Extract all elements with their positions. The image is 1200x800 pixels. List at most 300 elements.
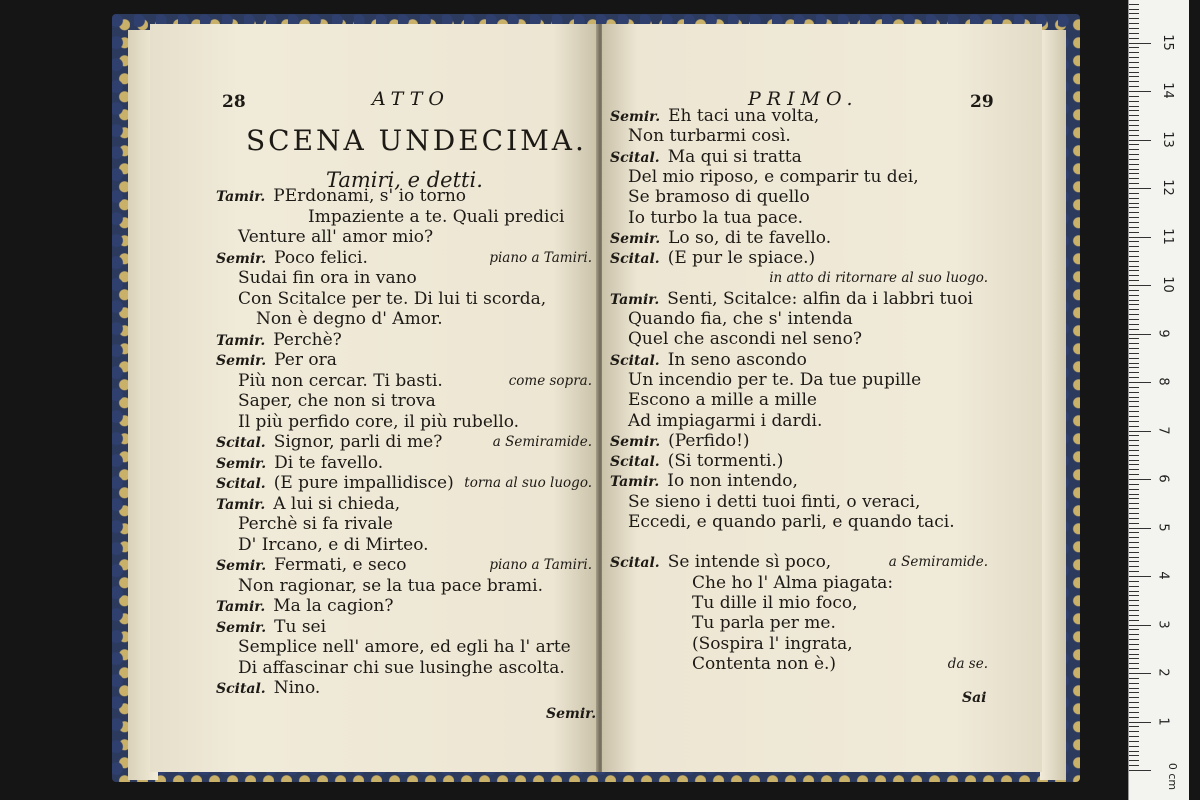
ruler-tick [1129, 130, 1139, 131]
speaker-label: Tamir. [216, 332, 266, 349]
stage-direction: da se. [947, 655, 988, 672]
ruler-tick [1129, 275, 1139, 276]
verse-text: Ma qui si tratta [667, 146, 802, 167]
verse-line [628, 411, 822, 431]
ruler-tick [1129, 9, 1139, 10]
ruler-number: 14 [1159, 82, 1175, 99]
verse-line [238, 227, 433, 247]
ruler-tick [1129, 736, 1139, 737]
verse-text: (E pur le spiace.) [667, 248, 816, 269]
verse-text: Ma la cagion? [273, 596, 394, 616]
ruler-tick [1129, 654, 1139, 655]
ruler-tick [1129, 164, 1139, 165]
ruler-number: 7 [1155, 425, 1171, 435]
ruler-tick [1129, 571, 1139, 572]
ruler-tick [1129, 222, 1139, 223]
ruler-tick [1129, 445, 1139, 446]
verse-line [628, 390, 817, 410]
ruler-tick [1129, 416, 1139, 417]
ruler-tick [1129, 591, 1139, 592]
speaker-label: Semir. [610, 433, 661, 450]
verse-text: Sudai fin ora in vano [238, 268, 417, 288]
ruler-unit-label: 0 cm [1166, 762, 1180, 791]
ruler-tick [1129, 726, 1139, 727]
speaker-label: Scital. [216, 681, 266, 697]
verse-line [216, 453, 383, 473]
ruler-tick [1129, 581, 1139, 582]
speaker-label: Semir. [216, 619, 267, 636]
ruler-tick [1129, 106, 1139, 107]
ruler-tick [1129, 464, 1139, 465]
ruler-tick [1129, 508, 1139, 509]
verse-text: Signor, parli di me? [273, 432, 443, 452]
ruler-tick [1129, 43, 1151, 44]
ruler-tick [1129, 324, 1139, 325]
stage-direction: torna al suo luogo. [464, 475, 592, 491]
speaker-label: Tamir. [610, 291, 660, 308]
verse-line [628, 329, 862, 349]
ruler-tick [1129, 188, 1151, 189]
ruler-tick [1129, 300, 1139, 301]
verse-text: (Sospira l' ingrata, [692, 633, 853, 654]
speaker-label: Scital. [610, 251, 660, 268]
verse-line [610, 431, 750, 451]
scene-title: SCENA UNDECIMA. [246, 124, 587, 157]
stage-direction: a Semiramide. [492, 434, 592, 450]
ruler-tick [1129, 304, 1139, 305]
ruler-number: 10 [1159, 276, 1175, 293]
speaker-label: Semir. [216, 455, 267, 472]
ruler-tick [1129, 610, 1139, 611]
ruler-tick [1129, 135, 1139, 136]
verse-line [610, 147, 802, 167]
verse-text: Tu dille il mio foco, [692, 592, 858, 613]
ruler-tick [1129, 450, 1139, 451]
ruler-tick [1129, 615, 1139, 616]
verse-line [628, 309, 853, 329]
ruler-number: 4 [1155, 571, 1171, 580]
ruler-tick [1129, 358, 1139, 359]
ruler-tick [1129, 246, 1139, 247]
ruler-tick [1129, 557, 1139, 558]
verse-text: A lui si chieda, [273, 493, 401, 514]
ruler-tick [1129, 532, 1139, 533]
stage-direction: piano a Tamiri. [489, 557, 592, 573]
verse-text: Nino. [273, 678, 321, 698]
ruler-tick [1129, 86, 1139, 87]
verse-text: Perchè? [273, 329, 342, 350]
verse-line [610, 471, 798, 491]
ruler-tick [1129, 746, 1139, 747]
verse-text: Senti, Scitalce: alfin da i labbri tuoi [667, 288, 973, 309]
verse-line [610, 451, 783, 471]
ruler-tick [1129, 528, 1151, 529]
ruler-tick [1129, 751, 1139, 752]
verse-line [238, 514, 393, 534]
ruler-tick [1129, 338, 1139, 339]
verse-text: Se sieno i detti tuoi finti, o veraci, [628, 491, 921, 512]
ruler-tick [1129, 193, 1139, 194]
verse-text: Io non intendo, [667, 471, 798, 492]
ruler-tick [1129, 455, 1139, 456]
verse-text: Un incendio per te. Da tue pupille [628, 369, 922, 390]
ruler-tick [1129, 23, 1139, 24]
ruler-tick [1129, 372, 1139, 373]
verse-line [216, 473, 454, 493]
verse-line [692, 613, 836, 633]
ruler-tick [1129, 435, 1139, 436]
verse-text: (Perfido!) [668, 430, 750, 451]
left-page [150, 24, 598, 772]
ruler-tick [1129, 688, 1139, 689]
right-page-edges [1040, 30, 1066, 780]
verse-text: In seno ascondo [667, 349, 807, 370]
verse-text: Escono a mille a mille [628, 390, 817, 411]
speaker-label: Scital. [610, 555, 660, 572]
ruler-tick [1129, 566, 1139, 567]
verse-line [610, 228, 831, 248]
ruler-tick [1129, 144, 1139, 145]
ruler-tick [1129, 266, 1139, 267]
ruler-tick [1129, 217, 1139, 218]
ruler-tick [1129, 110, 1139, 111]
ruler-tick [1129, 154, 1139, 155]
ruler-tick [1129, 72, 1139, 73]
ruler-number: 13 [1159, 130, 1175, 148]
ruler-number: 15 [1159, 33, 1175, 51]
verse-text: D' Ircano, e di Mirteo. [238, 534, 429, 555]
verse-line [216, 186, 466, 206]
verse-text: PErdonami, s' io torno [273, 186, 467, 206]
verse-line [216, 617, 326, 637]
verse-line [238, 412, 519, 432]
verse-text: Se bramoso di quello [628, 187, 810, 208]
stage-direction: a Semiramide. [888, 554, 988, 571]
ruler-number: 1 [1155, 716, 1171, 726]
ruler-tick [1129, 712, 1139, 713]
speaker-label: Semir. [216, 353, 267, 369]
right-page [602, 24, 1042, 772]
ruler-tick [1129, 600, 1139, 601]
verse-text: Che ho l' Alma piagata: [692, 572, 894, 593]
ruler-tick [1129, 431, 1151, 432]
ruler-tick [1129, 353, 1139, 354]
verse-line [216, 350, 337, 370]
ruler-tick [1129, 760, 1139, 761]
verse-line [610, 248, 815, 268]
verse-text: Ad impiagarmi i dardi. [628, 410, 823, 431]
verse-line [610, 106, 819, 126]
ruler-tick [1129, 722, 1151, 723]
verse-line [628, 512, 955, 532]
speaker-label: Tamir. [216, 599, 266, 615]
verse-line [238, 391, 436, 411]
verse-text: Impaziente a te. Quali predici [308, 206, 565, 227]
ruler-tick [1129, 329, 1139, 330]
verse-text: Il più perfido core, il più rubello. [238, 411, 520, 432]
ruler-tick [1129, 547, 1139, 548]
verse-line [610, 552, 831, 572]
ruler-tick [1129, 169, 1139, 170]
verse-text: Tu sei [274, 616, 327, 637]
ruler-tick [1129, 227, 1139, 228]
verse-line [238, 637, 571, 657]
speaker-label: Scital. [216, 435, 266, 451]
ruler-tick [1129, 149, 1139, 150]
verse-line [610, 289, 973, 309]
verse-text: Eh taci una volta, [668, 106, 820, 126]
verse-text: Perchè si fa rivale [238, 514, 393, 534]
ruler-tick [1129, 741, 1139, 742]
verse-line [216, 555, 407, 575]
ruler-tick [1129, 440, 1139, 441]
verse-line [628, 167, 919, 187]
verse-line [216, 678, 320, 698]
ruler-tick [1129, 203, 1139, 204]
verse-text: Fermati, e seco [274, 555, 407, 575]
verse-text: Quando fia, che s' intenda [628, 309, 853, 329]
ruler-tick [1129, 697, 1139, 698]
verse-line [610, 350, 807, 370]
ruler-tick [1129, 159, 1139, 160]
ruler-tick [1129, 513, 1139, 514]
ruler-tick [1129, 212, 1139, 213]
ruler-tick [1129, 101, 1139, 102]
ruler-tick [1129, 707, 1139, 708]
ruler-tick [1129, 552, 1139, 553]
verse-text: Saper, che non si trova [238, 391, 436, 411]
catchword-left: Semir. [546, 706, 597, 722]
verse-line [238, 576, 543, 596]
ruler-tick [1129, 67, 1139, 68]
speaker-label: Tamir. [610, 474, 660, 491]
ruler-tick [1129, 392, 1139, 393]
ruler-tick [1129, 595, 1139, 596]
ruler-tick [1129, 542, 1139, 543]
verse-text: Di affascinar chi sue lusinghe ascolta. [238, 657, 565, 678]
speaker-label: Semir. [610, 230, 661, 247]
ruler-number: 6 [1155, 474, 1171, 483]
verse-text: (Si tormenti.) [667, 451, 784, 472]
verse-line [256, 309, 443, 329]
ruler-tick [1129, 173, 1139, 174]
page-number-left: 28 [222, 92, 246, 112]
verse-text: Semplice nell' amore, ed egli ha l' arte [238, 637, 571, 657]
stage-direction: in atto di ritornare al suo luogo. [769, 270, 988, 287]
ruler-tick [1129, 387, 1139, 388]
verse-text: Non ragionar, se la tua pace brami. [238, 575, 544, 596]
ruler-tick [1129, 479, 1151, 480]
ruler-number: 12 [1159, 179, 1175, 196]
verse-line [238, 268, 417, 288]
ruler-tick [1129, 673, 1151, 674]
ruler-tick [1129, 663, 1139, 664]
verse-line [216, 432, 442, 452]
verse-line [692, 573, 893, 593]
ruler-tick [1129, 309, 1139, 310]
ruler-tick [1129, 52, 1139, 53]
ruler-number: 9 [1155, 328, 1171, 338]
ruler-tick [1129, 81, 1139, 82]
verse-text: Io turbo la tua pace. [628, 207, 804, 228]
ruler-tick [1129, 755, 1139, 756]
speaker-label: Tamir. [216, 496, 266, 513]
ruler-tick [1129, 115, 1139, 116]
ruler-tick [1129, 251, 1139, 252]
ruler-tick [1129, 469, 1139, 470]
ruler-tick [1129, 256, 1139, 257]
ruler-tick [1129, 605, 1139, 606]
ruler-tick [1129, 644, 1139, 645]
speaker-label: Scital. [610, 352, 660, 369]
ruler-tick [1129, 406, 1139, 407]
verse-text: Non turbarmi così. [628, 126, 791, 147]
ruler-tick [1129, 421, 1139, 422]
verse-text: Contenta non è.) [692, 653, 837, 674]
ruler-tick [1129, 140, 1151, 141]
verse-text: Se intende sì poco, [667, 552, 832, 573]
verse-line [628, 492, 920, 512]
ruler-tick [1129, 717, 1139, 718]
speaker-label: Semir. [216, 558, 267, 574]
ruler-number: 3 [1155, 619, 1171, 629]
ruler-tick [1129, 401, 1139, 402]
ruler-tick [1129, 183, 1139, 184]
ruler-tick [1129, 765, 1139, 766]
ruler-tick [1129, 460, 1139, 461]
ruler-tick [1129, 625, 1151, 626]
verse-text: Del mio riposo, e comparir tu dei, [628, 166, 919, 187]
verse-text: Lo so, di te favello. [668, 227, 832, 248]
running-head-right: PRIMO. [748, 88, 859, 110]
ruler-tick [1129, 382, 1151, 383]
ruler-tick [1129, 125, 1139, 126]
ruler-tick [1129, 702, 1139, 703]
ruler-tick [1129, 319, 1139, 320]
ruler-tick [1129, 634, 1139, 635]
verse-line [216, 596, 393, 616]
scene-characters: Tamiri, e detti. [326, 168, 483, 192]
ruler-tick [1129, 678, 1139, 679]
verse-line [692, 634, 853, 654]
ruler-tick [1129, 367, 1139, 368]
ruler-tick [1129, 270, 1139, 271]
ruler-tick [1129, 377, 1139, 378]
speaker-label: Semir. [216, 250, 267, 267]
verse-line [238, 535, 429, 555]
ruler-tick [1129, 91, 1151, 92]
ruler-tick [1129, 18, 1139, 19]
verse-line [628, 187, 810, 207]
ruler-tick [1129, 484, 1139, 485]
verse-line [692, 593, 858, 613]
ruler-tick [1129, 489, 1139, 490]
verse-text: Tu parla per me. [692, 613, 836, 634]
ruler-tick [1129, 620, 1139, 621]
measuring-ruler [1128, 0, 1189, 800]
ruler-tick [1129, 639, 1139, 640]
ruler-tick [1129, 498, 1139, 499]
ruler-tick [1129, 38, 1139, 39]
ruler-number: 11 [1159, 227, 1175, 245]
verse-text: Per ora [274, 350, 337, 370]
ruler-tick [1129, 33, 1139, 34]
verse-line [238, 289, 546, 309]
ruler-tick [1129, 285, 1151, 286]
ruler-tick [1129, 334, 1151, 335]
speaker-label: Scital. [610, 454, 660, 471]
ruler-tick [1129, 295, 1139, 296]
ruler-number: 2 [1155, 668, 1171, 677]
ruler-tick [1129, 537, 1139, 538]
catchword-right: Sai [962, 690, 987, 706]
verse-text: Con Scitalce per te. Di lui ti scorda, [238, 288, 547, 309]
ruler-tick [1129, 57, 1139, 58]
ruler-number: 5 [1155, 522, 1171, 532]
verse-text: Poco felici. [274, 247, 368, 268]
verse-line [628, 208, 803, 228]
verse-line [628, 370, 921, 390]
ruler-tick [1129, 241, 1139, 242]
ruler-tick [1129, 576, 1151, 577]
ruler-tick [1129, 731, 1139, 732]
ruler-tick [1129, 4, 1139, 5]
ruler-tick [1129, 348, 1139, 349]
ruler-tick [1129, 232, 1139, 233]
verse-text: Eccedi, e quando parli, e quando taci. [628, 512, 955, 532]
verse-line [308, 207, 564, 227]
ruler-tick [1129, 363, 1139, 364]
ruler-tick [1129, 343, 1139, 344]
ruler-tick [1129, 692, 1139, 693]
ruler-tick [1129, 683, 1139, 684]
verse-line [216, 494, 400, 514]
ruler-tick [1129, 28, 1139, 29]
verse-line [238, 658, 565, 678]
ruler-tick [1129, 178, 1139, 179]
ruler-tick [1129, 629, 1139, 630]
stage-direction: piano a Tamiri. [489, 249, 592, 266]
ruler-tick [1129, 649, 1139, 650]
verse-line [692, 654, 836, 674]
ruler-tick [1129, 120, 1139, 121]
ruler-tick [1129, 668, 1139, 669]
verse-line [216, 330, 342, 350]
ruler-number: 8 [1155, 377, 1171, 386]
verse-text: Di te favello. [274, 452, 384, 473]
ruler-tick [1129, 13, 1139, 14]
verse-text: Quel che ascondi nel seno? [628, 329, 862, 350]
ruler-tick [1129, 586, 1139, 587]
ruler-tick [1129, 474, 1139, 475]
running-head-left: ATTO [372, 88, 450, 110]
ruler-tick [1129, 523, 1139, 524]
ruler-tick [1129, 96, 1139, 97]
ruler-tick [1129, 280, 1139, 281]
ruler-tick [1129, 658, 1139, 659]
page-number-right: 29 [970, 92, 994, 112]
verse-line [238, 371, 443, 391]
ruler-tick [1129, 494, 1139, 495]
speaker-label: Scital. [610, 149, 660, 166]
ruler-tick [1129, 237, 1151, 238]
ruler-tick [1129, 503, 1139, 504]
ruler-tick [1129, 62, 1139, 63]
verse-line [216, 248, 368, 268]
ruler-tick [1129, 411, 1139, 412]
ruler-tick [1129, 770, 1151, 771]
ruler-tick [1129, 261, 1139, 262]
